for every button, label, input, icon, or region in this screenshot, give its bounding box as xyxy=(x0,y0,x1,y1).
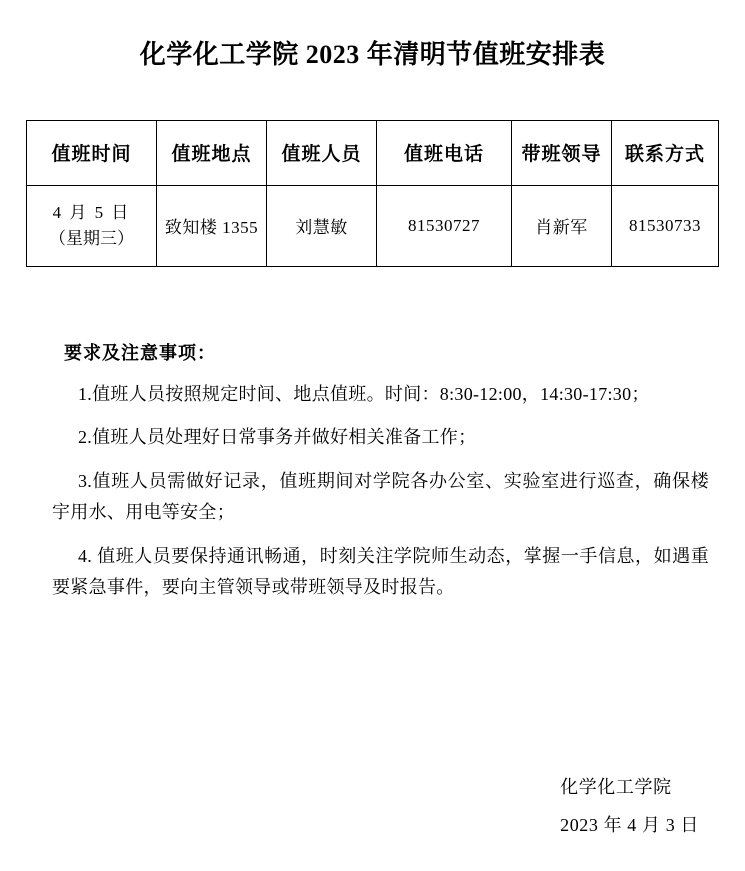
note-item xyxy=(26,422,719,454)
cell-contact: 81530733 xyxy=(612,185,719,266)
table-header-row xyxy=(27,120,719,185)
note-item xyxy=(26,541,719,604)
note-item-text: 3.值班人员需做好记录，值班期间对学院各办公室、实验室进行巡查，确保楼宇用水、用电等安全； xyxy=(52,470,709,523)
note-item-text: 1.值班人员按照规定时间、地点值班。时间：8:30-12:00，14:30-17:30； xyxy=(78,383,650,404)
table-header-cell-duty-person: 值班人员 xyxy=(267,120,377,185)
table-header-cell-leader: 带班领导 xyxy=(512,120,612,185)
duty-date-line: 4 月 5 日 xyxy=(52,203,131,223)
table-header-cell-contact: 联系方式 xyxy=(612,120,719,185)
note-item-text: 2.值班人员处理好日常事务并做好相关准备工作； xyxy=(78,427,477,448)
signature-block xyxy=(560,769,699,845)
table-header-cell-duty-phone: 值班电话 xyxy=(377,120,512,185)
notes-heading: 要求及注意事项： xyxy=(64,342,216,363)
cell-leader: 肖新军 xyxy=(512,185,612,266)
document-page xyxy=(0,38,745,871)
duty-schedule-table xyxy=(26,120,719,267)
table-header-cell-duty-time: 值班时间 xyxy=(27,120,157,185)
duty-weekday-line: （星期三） xyxy=(49,228,134,248)
note-item xyxy=(26,379,719,411)
signature-organization: 化学化工学院 xyxy=(560,777,672,798)
page-title: 化学化工学院 2023 年清明节值班安排表 xyxy=(139,40,606,69)
table-header-cell-duty-location: 值班地点 xyxy=(157,120,267,185)
cell-duty-location: 致知楼 1355 xyxy=(157,185,267,266)
cell-duty-phone: 81530727 xyxy=(377,185,512,266)
notes-section xyxy=(26,339,719,604)
note-item-text: 4. 值班人员要保持通讯畅通，时刻关注学院师生动态，掌握一手信息，如遇重要紧急事件，要向主管领导或带班领导及时报告。 xyxy=(52,545,709,598)
signature-date: 2023 年 4 月 3 日 xyxy=(560,815,699,836)
cell-duty-person: 刘慧敏 xyxy=(267,185,377,266)
note-item xyxy=(26,466,719,529)
table-row xyxy=(27,185,719,266)
cell-duty-time xyxy=(27,185,157,266)
